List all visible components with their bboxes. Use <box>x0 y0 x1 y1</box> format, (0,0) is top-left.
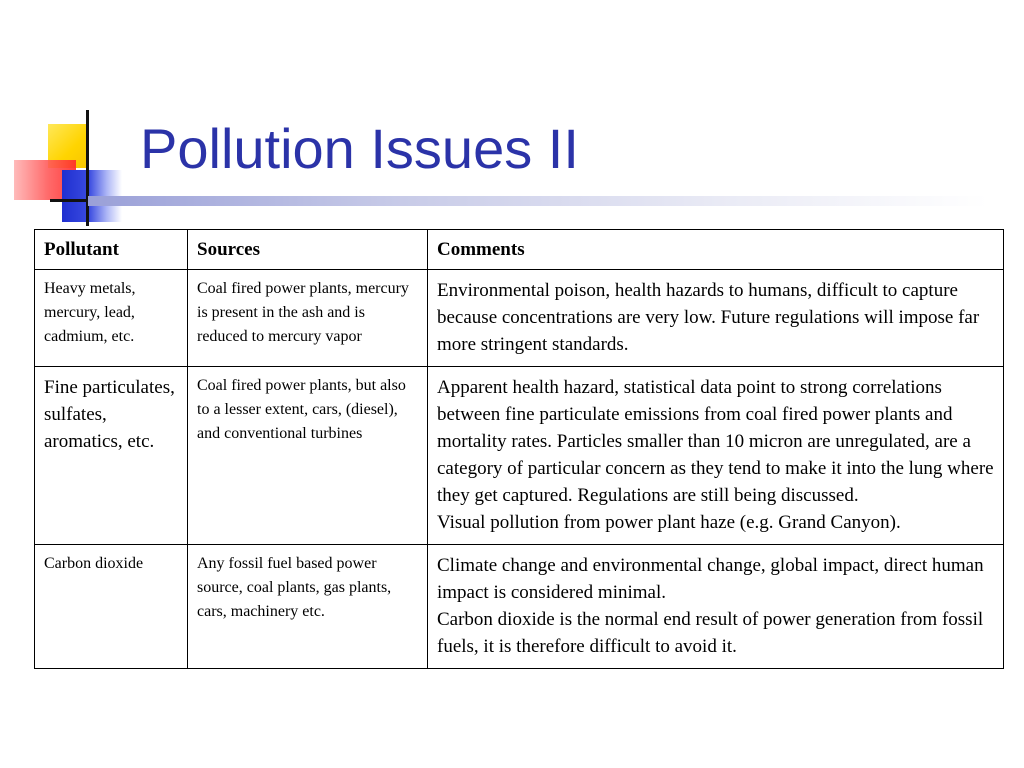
comments-cell <box>428 545 1004 669</box>
comment-text: Apparent health hazard, statistical data point to strong correlations between fine particulate emissions from coal fired power plants and mortality rates. Particles smaller than 10 micron are unregulated, are a category of particular concern as they tend to make it into the lung where they get captured. Regulations are still being discussed. <box>437 377 994 506</box>
header-sources: Sources <box>188 230 428 270</box>
pollutant-cell: Carbon dioxide <box>35 545 188 669</box>
title-underline <box>88 196 988 206</box>
comments-cell <box>428 367 1004 545</box>
comment-text: Carbon dioxide is the normal end result of power generation from fossil fuels, it is therefore difficult to avoid it. <box>437 609 984 657</box>
comment-text: Climate change and environmental change, global impact, direct human impact is considered minimal. <box>437 555 984 603</box>
table-header-row <box>35 230 1004 270</box>
sources-cell: Any fossil fuel based power source, coal plants, gas plants, cars, machinery etc. <box>188 545 428 669</box>
header-comments: Comments <box>428 230 1004 270</box>
header-pollutant: Pollutant <box>35 230 188 270</box>
sources-cell: Coal fired power plants, mercury is present in the ash and is reduced to mercury vapor <box>188 270 428 367</box>
table-row <box>35 545 1004 669</box>
pollution-table <box>34 229 1004 669</box>
table-row <box>35 367 1004 545</box>
pollutant-cell: Fine particulates, sulfates, aromatics, etc. <box>35 367 188 545</box>
comment-text: Environmental poison, health hazards to humans, difficult to capture because concentrations are very low. Future regulations will impose far more stringent standards. <box>437 280 980 355</box>
logo-vertical-line <box>86 110 89 226</box>
slide-title: Pollution Issues II <box>140 117 579 180</box>
sources-cell: Coal fired power plants, but also to a lesser extent, cars, (diesel), and conventional turbines <box>188 367 428 545</box>
table-row <box>35 270 1004 367</box>
comments-cell <box>428 270 1004 367</box>
comment-text: Visual pollution from power plant haze (e.g. Grand Canyon). <box>437 512 901 533</box>
pollutant-cell: Heavy metals, mercury, lead, cadmium, etc. <box>35 270 188 367</box>
